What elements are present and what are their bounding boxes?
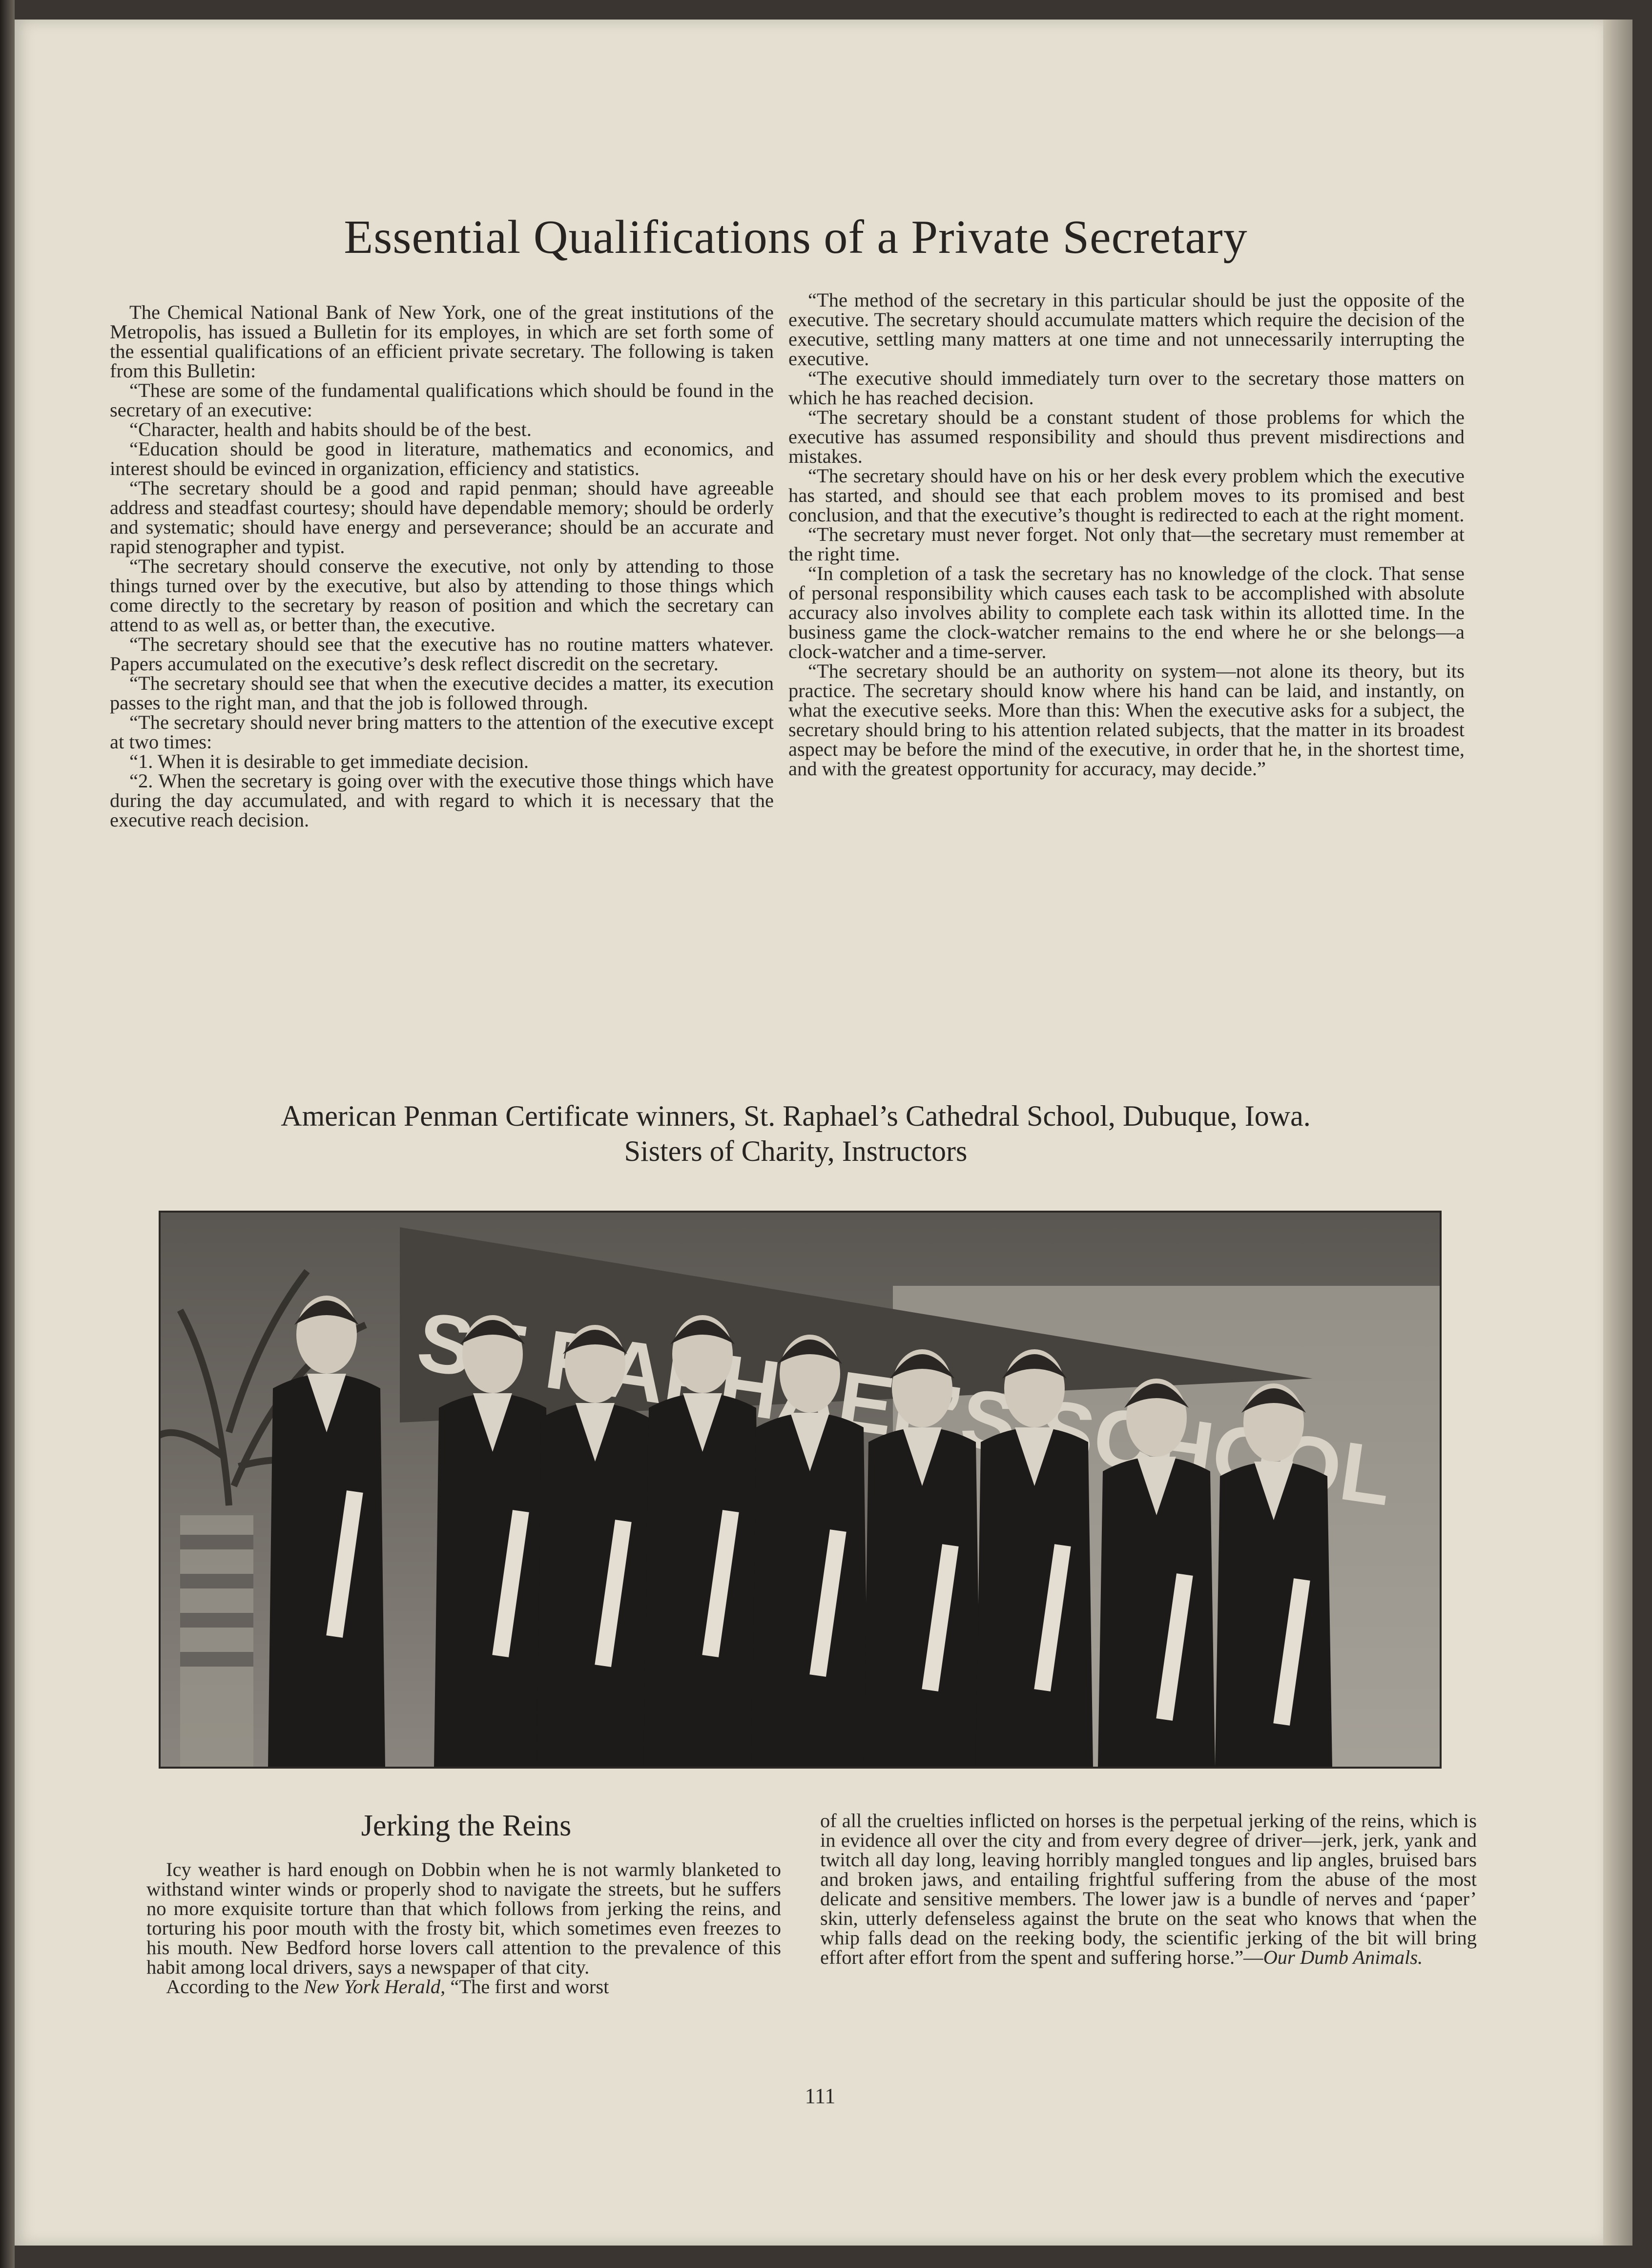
paragraph-continued [820,1811,1477,1967]
paragraph: “Character, health and habits should be of the best. [129,418,532,440]
article-2-title: Jerking the Reins [361,1809,572,1842]
paragraph: “These are some of the fundamental qualifications which should be found in the secretary of an executive: [110,379,774,421]
article-title: Essential Qualifications of a Private Secretary [344,211,1248,264]
article-column-left [110,303,774,830]
paragraph: The Chemical National Bank of New York, one of the great institutions of the Metropolis, has issued a Bulletin for its employes, in which are set forth some of the essential qualifications of an efficient private secretary. The following is taken from this Bulletin: [110,301,774,382]
paragraph: “The secretary should see that when the executive decides a matter, its execution passes to the right man, and that the job is followed through. [110,672,774,714]
citation-suffix: “The first and worst [445,1976,609,1998]
paragraph: “The secretary should see that the executive has no routine matters whatever. Papers accumulated on the executive’s desk reflect discredit on the secretary. [110,633,774,675]
paragraph: “The method of the secretary in this particular should be just the opposite of the executive. The secretary should accumulate matters which require the decision of the executive, settling many matters at one time and not unnecessarily interrupting the executive. [788,289,1465,370]
student-figure [268,1374,385,1767]
photo-illustration [161,1213,1440,1767]
source-name: Our Dumb Animals. [1263,1946,1423,1968]
photo-caption [161,1098,1430,1169]
paragraph: “The secretary should have on his or her desk every problem which the executive has started, and should see that each problem moves to its promised and best conclusion, and that the executive’s thought is redirected to each at the right moment. [788,465,1465,526]
paragraph-citation [146,1977,781,1997]
caption-line-2: Sisters of Charity, Instructors [624,1135,968,1167]
pennant-text: RAPHAEL’S SCHOOL [539,1313,1398,1524]
article-2-column-left [146,1860,781,1997]
page-number: 111 [805,2084,836,2108]
continued-text: of all the cruelties inflicted on horses is the perpetual jerking of the reins, which is in evidence all over the city and from every degree of driver—jerk, jerk, yank and twitch all day long, leaving horribly mangled tongues and lip angles, bruised bars and broken jaws, and entailing frightful suffering from the abuse of the most delicate and sensitive members. The lower jaw is a bundle of nerves and ‘paper’ skin, utterly defenseless against the brute on the seat who knows that when the whip falls dead on the reeking body, the scientific jerking of the bit will bring effort after effort from the spent and suffering horse.”— [820,1810,1477,1968]
newspaper-name: New York Herald, [304,1976,446,1998]
paragraph: “The secretary should be a constant student of those problems for which the executive has assumed responsibility and should thus prevent misdirections and mistakes. [788,406,1465,467]
paragraph: “1. When it is desirable to get immediate decision. [129,750,529,772]
article-2-column-right [820,1811,1477,1967]
paragraph: “In completion of a task the secretary has no knowledge of the clock. That sense of personal responsibility which causes each task to be accomplished with absolute accuracy also involves ability to complete each task within its allotted time. In the business game the clock-watcher remains to the end where he or she belongs—a clock-watcher and a time-server. [788,562,1465,662]
group-photograph [159,1211,1442,1769]
citation-prefix: According to the [166,1976,304,1998]
paragraph: “The executive should immediately turn over to the secretary those matters on which he has reached decision. [788,367,1465,409]
flag [180,1515,253,1767]
paragraph: “The secretary should conserve the executive, not only by attending to those things turned over by the executive, but also by attending to those things which come directly to the secretary by reason of position and which the secretary can attend to as well as, or better than, the executive. [110,555,774,636]
paragraph: “Education should be good in literature, mathematics and economics, and interest should be evinced in organization, efficiency and statistics. [110,438,774,479]
paragraph: “The secretary should be a good and rapid penman; should have agreeable address and steadfast courtesy; should have dependable memory; should be orderly and systematic; should have energy and perseverance; should be an accurate and rapid stenographer and typist. [110,477,774,557]
paragraph: Icy weather is hard enough on Dobbin when he is not warmly blanketed to withstand winter winds or properly shod to navigate the streets, but he suffers no more exquisite torture than that which follows from jerking the reins, and torturing his poor mouth with the frosty bit, which sometimes even freezes to his mouth. New Bedford horse lovers call attention to the prevalence of this habit among local drivers, says a newspaper of that city. [146,1858,781,1978]
paragraph: “The secretary should be an authority on system—not alone its theory, but its practice. The secretary should know where his hand can be laid, and instantly, on what the executive seeks. More than this: When the executive asks for a subject, the secretary should bring to his attention related subjects, that the matter in its broadest aspect may be before the mind of the executive, in order that he, in the shortest time, and with the greatest opportunity for accuracy, may decide.” [788,660,1465,780]
paragraph: “2. When the secretary is going over with the executive those things which have during the day accumulated, and with regard to which it is necessary that the executive reach decision. [110,770,774,831]
article-column-right [788,290,1465,779]
paragraph: “The secretary must never forget. Not only that—the secretary must remember at the right time. [788,523,1465,565]
caption-line-1: American Penman Certificate winners, St. Raphael’s Cathedral School, Dubuque, Iowa. [281,1100,1311,1132]
paragraph: “The secretary should never bring matters to the attention of the executive except at two times: [110,711,774,753]
binding-shadow [0,0,15,2268]
page-edge [1603,20,1632,2246]
